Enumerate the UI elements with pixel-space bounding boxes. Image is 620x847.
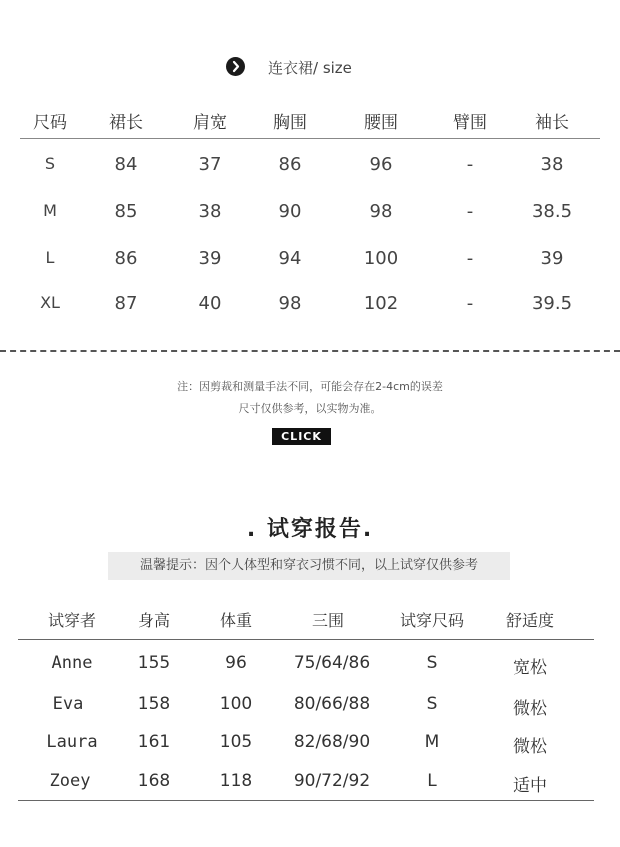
table-row — [18, 771, 598, 801]
table-cell: - — [466, 201, 474, 222]
report-title: . 试穿报告. — [246, 517, 374, 542]
header-cell: 三围 — [311, 611, 345, 630]
table-cell: 161 — [137, 732, 171, 752]
table-cell: 80/66/88 — [293, 694, 371, 714]
table-cell: 87 — [114, 293, 138, 314]
table-row — [18, 653, 598, 683]
table-cell: 86 — [278, 154, 302, 175]
table-cell: 38.5 — [531, 201, 573, 222]
table-cell: 82/68/90 — [293, 732, 371, 752]
header-divider — [20, 138, 600, 139]
table-cell: 155 — [137, 653, 171, 673]
table-cell: L — [45, 248, 55, 267]
report-table-header — [18, 608, 598, 638]
table-cell: 98 — [369, 201, 393, 222]
table-cell: Laura — [46, 732, 98, 752]
click-button[interactable]: CLICK — [272, 428, 331, 445]
header-cell: 试穿尺码 — [399, 611, 465, 630]
header-cell: 尺码 — [33, 113, 67, 133]
header-cell: 肩宽 — [193, 113, 227, 133]
table-cell: 84 — [114, 154, 138, 175]
table-cell: 90/72/92 — [293, 771, 371, 791]
table-cell: - — [466, 293, 474, 314]
table-cell: 168 — [137, 771, 171, 791]
header-divider — [18, 639, 594, 640]
table-cell: 96 — [225, 653, 247, 673]
table-cell: 微松 — [513, 699, 547, 719]
table-row — [20, 293, 600, 323]
measurement-note-2: 尺寸仅供参考，以实物为准。 — [238, 402, 382, 415]
tip-banner: 温馨提示：因个人体型和穿衣习惯不同，以上试穿仅供参考 — [108, 552, 510, 580]
table-cell: 102 — [363, 293, 399, 314]
header-cell: 腰围 — [364, 113, 398, 133]
header-cell: 体重 — [219, 611, 253, 630]
table-cell: 86 — [114, 248, 138, 269]
header-cell: 胸围 — [273, 113, 307, 133]
table-cell: 39 — [198, 248, 222, 269]
table-cell: 宽松 — [513, 658, 547, 678]
table-cell: 75/64/86 — [293, 653, 371, 673]
table-row — [20, 154, 600, 184]
table-row — [18, 732, 598, 762]
table-bottom-border — [18, 800, 594, 801]
header-cell: 袖长 — [535, 113, 569, 133]
table-cell: 85 — [114, 201, 138, 222]
table-cell: S — [44, 154, 56, 173]
table-cell: 158 — [137, 694, 171, 714]
header-cell: 试穿者 — [47, 611, 97, 630]
table-cell: 适中 — [513, 776, 547, 796]
table-cell: 96 — [369, 154, 393, 175]
table-cell: 105 — [219, 732, 253, 752]
section-title: 连衣裙/ size — [268, 59, 352, 77]
table-cell: 90 — [278, 201, 302, 222]
table-cell: Anne — [51, 653, 93, 673]
table-cell: - — [466, 248, 474, 269]
header-cell: 舒适度 — [505, 611, 555, 630]
table-cell: 98 — [278, 293, 302, 314]
table-cell: S — [426, 694, 438, 714]
header-cell: 身高 — [137, 611, 171, 630]
chevron-right-icon — [226, 57, 245, 76]
table-cell: 100 — [363, 248, 399, 269]
table-cell: 118 — [219, 771, 253, 791]
table-cell: 100 — [219, 694, 253, 714]
table-cell: 37 — [198, 154, 222, 175]
table-cell: Zoey — [49, 771, 91, 791]
table-cell: M — [43, 201, 57, 220]
measurement-note: 注：因剪裁和测量手法不同，可能会存在2-4cm的误差 — [177, 380, 443, 393]
table-cell: - — [466, 154, 474, 175]
header-cell: 臂围 — [453, 113, 487, 133]
table-cell: S — [426, 653, 438, 673]
table-cell: 39 — [540, 248, 564, 269]
header-cell: 裙长 — [109, 113, 143, 133]
table-cell: XL — [40, 293, 60, 312]
table-cell: M — [424, 732, 440, 752]
table-row — [20, 201, 600, 231]
table-cell: L — [427, 771, 437, 791]
table-cell: 38 — [540, 154, 564, 175]
table-cell: 微松 — [513, 737, 547, 757]
table-row — [20, 248, 600, 278]
size-table-header — [20, 108, 600, 138]
table-cell: 38 — [198, 201, 222, 222]
dashed-divider — [0, 350, 620, 352]
table-cell: 40 — [198, 293, 222, 314]
table-cell: Eva — [52, 694, 84, 714]
table-row — [18, 694, 598, 724]
table-cell: 94 — [278, 248, 302, 269]
table-cell: 39.5 — [531, 293, 573, 314]
